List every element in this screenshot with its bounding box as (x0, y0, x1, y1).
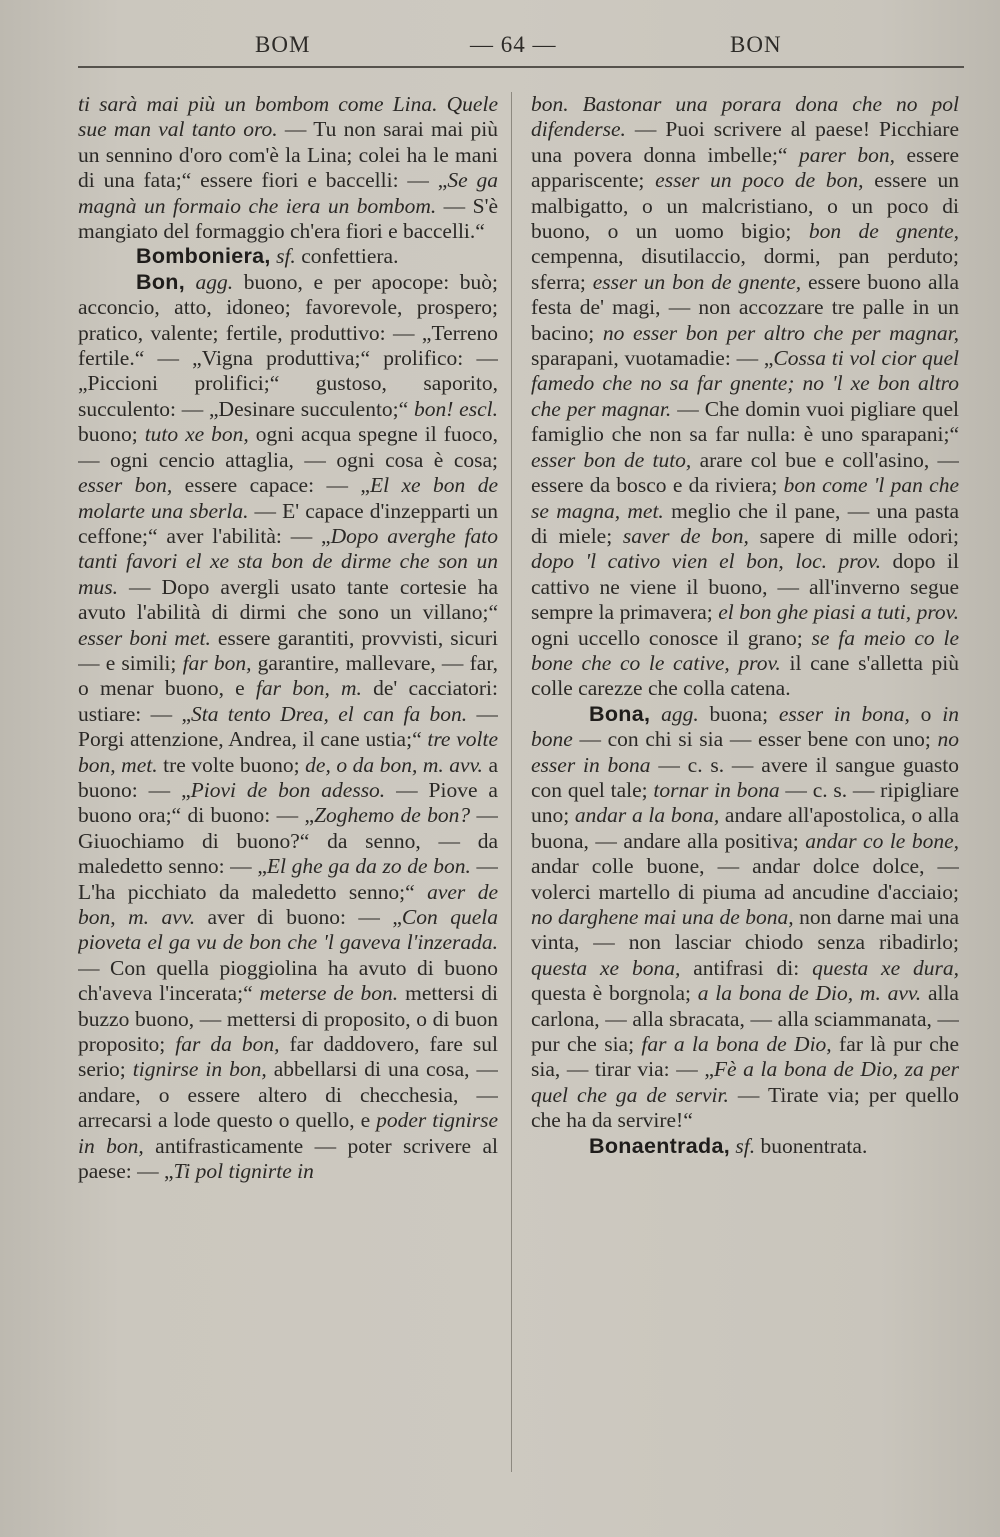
entry-continuation (531, 92, 959, 702)
dialect-phrase: Fè a la bona de Dio, za per quel che ga de servir. (531, 1057, 959, 1107)
definition-text: buona; (698, 701, 779, 726)
definition-text: il cane s'alletta più colle carezze che colla catena. (531, 650, 959, 701)
header-left-guideword: BOM (255, 32, 311, 57)
dialect-phrase: Con quela pioveta el ga vu de bon che 'l gaveva l'inzerada. (78, 905, 498, 955)
dialect-phrase: bon! escl. (413, 396, 498, 421)
definition-text: non darne mai una vinta, — non lasciar chiodo senza ribadirlo; (531, 905, 959, 955)
dialect-phrase: de, o da bon, m. avv. (305, 752, 483, 777)
dialect-phrase: questa xe dura, (812, 955, 959, 980)
definition-text: essere buono alla festa de' magi, — non accozzare tre palle in un bacino; (531, 269, 959, 345)
dialect-phrase: bon come 'l pan che se magna, met. (531, 473, 959, 523)
dialect-phrase: esser un poco de bon, (655, 168, 864, 193)
definition-text: dopo il cattivo ne viene il buono, — all'inverno segue sempre la primavera; (531, 549, 959, 625)
dictionary-entry (531, 1134, 959, 1159)
definition-text: — E' capace d'inzepparti un ceffone;“ aver l'abilità: — „ (78, 498, 498, 548)
dialect-phrase: esser bon de tuto, (531, 447, 692, 472)
dialect-phrase: in bone (531, 701, 959, 752)
definition-text: — c. s. — avere il sangue guasto con quel tale; (531, 752, 959, 802)
dialect-phrase: esser boni met. (78, 625, 211, 650)
headword: Bonaentrada, (589, 1133, 730, 1158)
definition-text: essere capace: — „ (172, 473, 370, 498)
dialect-phrase: saver de bon, (622, 523, 749, 548)
dialect-phrase: poder tignirse in bon, (78, 1108, 498, 1158)
definition-text: aver di buono: — „ (195, 905, 402, 929)
dialect-phrase: bon. Bastonar una porara dona che no pol difenderse. (531, 92, 959, 142)
dialect-phrase: questa xe bona, (531, 955, 681, 980)
definition-text: — con chi si sia — esser bene con uno; (572, 727, 938, 752)
definition-text: buono, e per apocope: buò; acconcio, atto, idoneo; favorevole, prospero; pratico, valente; fertile, produttivo: — „Terreno fertile.“ — „Vigna produttiva;“ prolifico: — „Piccioni prolifici;“ gustoso, saporito, succulento: — „Desinare succulento;“ (78, 269, 498, 421)
definition-text: — Porgi attenzione, Andrea, il cane ustia;“ (78, 701, 498, 752)
definition-text: questa è borgnola; (531, 981, 698, 1006)
dialect-phrase: Piovi de bon adesso. (190, 777, 386, 802)
dialect-phrase: aver de bon, m. avv. (78, 879, 498, 929)
dialect-phrase: agg. (661, 701, 699, 726)
left-column (78, 92, 498, 1482)
definition-text (650, 702, 661, 726)
definition-text: buono; (78, 422, 145, 447)
definition-text: garantire, mallevare, — far, o menar buono, e (78, 650, 498, 701)
definition-text: essere garantiti, provvisti, sicuri — e simili; (78, 625, 498, 675)
definition-text: — Giuochiamo di buono?“ da senno, — da maledetto senno: — „ (78, 803, 498, 879)
dialect-phrase: Se ga magnà un formaio che iera un bombom. (78, 168, 498, 218)
definition-text: o (909, 701, 943, 726)
dialect-phrase: no darghene mai una de bona, (531, 905, 794, 929)
definition-text: — Piove a buono ora;“ di buono: — „ (78, 777, 498, 828)
definition-text: ogni uccello conosce il grano; (531, 625, 812, 650)
dictionary-entry (531, 702, 959, 1134)
dialect-phrase: sf. (276, 244, 296, 269)
dialect-phrase: Cossa ti vol cior quel famedo che no sa far gnente; no 'l xe bon altro che per magnar. (531, 346, 959, 421)
dialect-phrase: dopo 'l cativo vien el bon, loc. prov. (531, 549, 881, 574)
dialect-phrase: bon de gnente, (808, 219, 959, 244)
dialect-phrase: agg. (195, 269, 234, 294)
dialect-phrase: esser in bona, (778, 701, 910, 726)
definition-text: confettiera. (295, 244, 399, 269)
definition-text: essere appariscente; (531, 142, 959, 193)
definition-text: — Dopo avergli usato tante cortesie ha avuto l'abilità di dirmi che sono un villano;“ (78, 574, 498, 625)
dialect-phrase: tignirse in bon, (132, 1057, 267, 1082)
dictionary-entry (78, 270, 498, 1185)
dialect-phrase: el bon ghe piasi a tuti, prov. (718, 600, 959, 625)
dialect-phrase: Sta tento Drea, el can fa bon. (191, 701, 468, 726)
dialect-phrase: far bon, m. (255, 676, 362, 701)
definition-text: sapere di mille odori; (748, 523, 959, 548)
dialect-phrase: se fa meio co le bone che co le cative, prov. (531, 625, 959, 675)
dialect-phrase: Ti pol tignirte in (173, 1159, 314, 1184)
right-column (531, 92, 959, 1482)
dialect-phrase: El xe bon de molarte una sberla. (78, 473, 498, 523)
definition-text: — S'è mangiato del formaggio ch'era fiori e baccelli.“ (78, 193, 498, 244)
definition-text: andar colle buone, — andar dolce dolce, — volerci martello di piuma ad ancudine d'acciaio; (531, 854, 959, 904)
dialect-phrase: far da bon, (175, 1032, 280, 1057)
dialect-phrase: Zoghemo de bon? (314, 803, 471, 828)
definition-text: arare col bue e coll'asino, — essere da bosco e da riviera; (531, 447, 959, 498)
dialect-phrase: esser un bon de gnente, (592, 269, 802, 294)
dialect-phrase: meterse de bon. (259, 981, 399, 1006)
definition-text: cempenna, disutilaccio, dormi, pan perduto; sferra; (531, 244, 959, 294)
dialect-phrase: sf. (735, 1133, 756, 1158)
dialect-phrase: esser bon, (78, 473, 173, 498)
definition-text: a buono: — „ (78, 752, 498, 802)
dialect-phrase: no esser in bona (531, 727, 959, 777)
dialect-phrase: andar co le bone, (805, 828, 959, 853)
dialect-phrase: tuto xe bon, (144, 422, 249, 447)
dialect-phrase: far bon, (182, 650, 252, 675)
header-rule (78, 66, 964, 68)
definition-text: abbellarsi di una cosa, — andare, o essere altero di checchesia, — arrecarsi a lode questo o quello, e (78, 1057, 498, 1133)
definition-text: sparapani, vuotamadie: — „ (531, 346, 774, 371)
page-number: — 64 — (470, 32, 557, 57)
dialect-phrase: a la bona de Dio, m. avv. (697, 981, 922, 1006)
definition-text: far daddovero, fare sul serio; (78, 1032, 498, 1082)
definition-text: andare all'apostolica, o alla buona, — andare alla positiva; (531, 803, 959, 853)
definition-text: essere un malbigatto, o un malcristiano, o un poco di buono, o un uomo bigio; (531, 168, 959, 244)
dialect-phrase: ti sarà mai più un bombom come Lina. Quele sue man val tanto oro. (78, 92, 498, 142)
dialect-phrase: Dopo averghe fato tanti favori el xe sta bon de dirme che son un mus. (78, 523, 498, 599)
definition-text (185, 270, 196, 294)
dialect-phrase: andar a la bona, (574, 803, 720, 828)
dialect-phrase: tre volte bon, met. (78, 727, 498, 777)
definition-text: — Con quella pioggiolina ha avuto di buono ch'aveva l'incerata;“ (78, 955, 498, 1006)
dialect-phrase: El ghe ga da zo de bon. (266, 854, 471, 879)
definition-text: — Tirate via; per quello che ha da servire!“ (531, 1082, 959, 1133)
definition-text: ogni acqua spegne il fuoco, — ogni cencio attaglia, — ogni cosa è cosa; (78, 422, 498, 472)
definition-text: antifrasi di: (680, 955, 813, 980)
dialect-phrase: tornar in bona (653, 777, 780, 802)
headword: Bomboniera, (136, 244, 271, 269)
definition-text: — Tu non sarai mai più un sennino d'oro com'è la Lina; colei ha le mani di una fata;“ essere fiori e baccelli: — „ (78, 117, 498, 193)
headword: Bon, (136, 269, 185, 294)
dialect-phrase: no esser bon per altro che per magnar, (602, 320, 959, 345)
definition-text: — Puoi scrivere al paese! Picchiare una povera donna imbelle;“ (531, 117, 959, 167)
definition-text: mettersi di buzzo buono, — mettersi di proposito, o di buon proposito; (78, 981, 498, 1057)
dialect-phrase: far a la bona de Dio, (641, 1032, 832, 1057)
definition-text: far là pur che sia, — tirar via: — „ (531, 1032, 959, 1082)
definition-text: — L'ha picchiato da maledetto senno;“ (78, 854, 498, 904)
dialect-phrase: parer bon, (798, 142, 896, 167)
dictionary-entry (78, 244, 498, 269)
definition-text: de' cacciatori: ustiare: — „ (78, 676, 498, 726)
definition-text: — Che domin vuoi pigliare quel famiglio che non sa far nulla: è uno sparapani;“ (531, 396, 959, 447)
definition-text: alla carlona, — alla sbracata, — alla sciammanata, — pur che sia; (531, 981, 959, 1057)
definition-text: buonentrata. (755, 1133, 868, 1158)
header-right-guideword: BON (730, 32, 782, 57)
running-header (80, 32, 960, 66)
entry-continuation (78, 92, 498, 244)
definition-text: meglio che il pane, — una pasta di miele; (531, 498, 959, 548)
definition-text: antifrasticamente — poter scrivere al paese: — „ (78, 1133, 498, 1184)
definition-text: tre volte buono; (157, 752, 306, 777)
definition-text: — c. s. — ripigliare uno; (531, 777, 959, 828)
headword: Bona, (589, 701, 651, 726)
column-divider (511, 92, 512, 1472)
